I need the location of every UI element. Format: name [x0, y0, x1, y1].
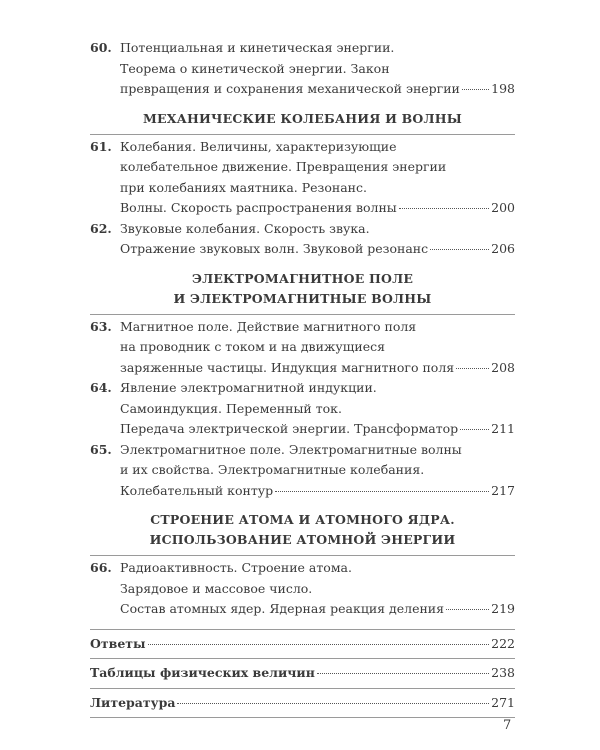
- dot-leader: [456, 368, 489, 369]
- entry-line: Магнитное поле. Действие магнитного поля: [120, 318, 417, 334]
- entry-last-line: [90, 481, 515, 502]
- dot-leader: [430, 249, 489, 250]
- entry-line: при колебаниях маятника. Резонанс.: [120, 179, 367, 195]
- divider: [90, 134, 515, 135]
- entry-last-line: [90, 198, 515, 219]
- entry-number: 60.: [90, 40, 112, 55]
- toc-entry-61[interactable]: [90, 137, 515, 219]
- toc-entry-62[interactable]: [90, 219, 515, 260]
- entry-line: колебательное движение. Превращения энергии: [120, 159, 447, 174]
- entry-number: 64.: [90, 380, 112, 395]
- page-ref: 198: [491, 81, 515, 96]
- entry-line: Волны. Скорость распространения волны: [120, 200, 397, 215]
- entry-line: Передача электрической энергии. Трансформатор: [120, 421, 459, 436]
- toc-entry-60[interactable]: [90, 38, 515, 100]
- dot-leader: [148, 644, 490, 645]
- entry-last-line: [90, 358, 515, 379]
- section-heading: [90, 269, 515, 309]
- divider: [90, 314, 515, 315]
- entry-last-line: [90, 693, 515, 714]
- section-title-line: И ЭЛЕКТРОМАГНИТНЫЕ ВОЛНЫ: [173, 290, 432, 306]
- section-title: МЕХАНИЧЕСКИЕ КОЛЕБАНИЯ И ВОЛНЫ: [142, 110, 462, 126]
- toc-entry-tables[interactable]: [90, 659, 515, 688]
- entry-line: заряженные частицы. Индукция магнитного поля: [120, 359, 455, 375]
- toc-entry-65[interactable]: [90, 440, 515, 502]
- page-ref: 208: [491, 359, 515, 375]
- page-ref: 217: [491, 482, 515, 498]
- entry-line: превращения и сохранения механической энергии: [120, 81, 460, 96]
- dot-leader: [446, 609, 489, 610]
- entry-line: Отражение звуковых волн. Звуковой резонанс: [120, 241, 429, 256]
- entry-number: 61.: [90, 138, 112, 154]
- section-title-line: ЭЛЕКТРОМАГНИТНОЕ ПОЛЕ: [191, 270, 414, 286]
- section-heading: [90, 109, 515, 129]
- entry-line: Радиоактивность. Строение атома.: [120, 560, 352, 575]
- divider: [90, 717, 515, 718]
- entry-line: Электромагнитное поле. Электромагнитные волны: [120, 441, 462, 457]
- entry-last-line: [90, 79, 515, 100]
- entry-line: Колебательный контур: [120, 482, 274, 498]
- toc-entry-answers[interactable]: [90, 630, 515, 659]
- page-number: 7: [503, 718, 512, 733]
- toc-entry-literature[interactable]: [90, 689, 515, 718]
- entry-last-line: [90, 239, 515, 260]
- entry-title: Таблицы физических величин: [90, 665, 315, 680]
- page-ref: 271: [491, 694, 515, 710]
- entry-line: и их свойства. Электромагнитные колебания.: [120, 462, 425, 477]
- entry-line: Потенциальная и кинетическая энергии.: [120, 40, 395, 55]
- entry-title: Ответы: [90, 635, 146, 651]
- section-title-line: СТРОЕНИЕ АТОМА И АТОМНОГО ЯДРА.: [150, 512, 455, 527]
- entry-last-line: [90, 419, 515, 440]
- page-ref: 219: [491, 601, 515, 616]
- page-ref: 211: [491, 421, 515, 436]
- entry-line: Колебания. Величины, характеризующие: [120, 138, 397, 154]
- toc-entry-66[interactable]: [90, 558, 515, 620]
- dot-leader: [460, 429, 489, 430]
- entry-line: Состав атомных ядер. Ядерная реакция деления: [120, 601, 445, 616]
- entry-last-line: [90, 599, 515, 620]
- entry-last-line: [90, 663, 515, 684]
- entry-line: Явление электромагнитной индукции.: [120, 380, 377, 395]
- entry-title: Литература: [90, 694, 176, 710]
- entry-line: на проводник с током и на движущиеся: [120, 339, 385, 354]
- entry-number: 63.: [90, 318, 112, 334]
- toc-entry-63[interactable]: [90, 317, 515, 379]
- dot-leader: [462, 89, 489, 90]
- divider: [90, 555, 515, 556]
- entry-line: Самоиндукция. Переменный ток.: [120, 400, 342, 416]
- dot-leader: [275, 491, 489, 492]
- table-of-contents: [90, 38, 515, 718]
- dot-leader: [317, 673, 489, 674]
- entry-last-line: [90, 634, 515, 655]
- page-ref: 206: [491, 241, 515, 256]
- page-ref: 238: [491, 665, 515, 680]
- section-heading: [90, 510, 515, 550]
- entry-line: Звуковые колебания. Скорость звука.: [120, 220, 370, 236]
- entry-line: Зарядовое и массовое число.: [120, 580, 313, 596]
- entry-line: Теорема о кинетической энергии. Закон: [120, 60, 390, 76]
- dot-leader: [177, 703, 489, 704]
- dot-leader: [399, 208, 489, 209]
- toc-entry-64[interactable]: [90, 378, 515, 440]
- entry-number: 66.: [90, 560, 112, 575]
- section-title-line: ИСПОЛЬЗОВАНИЕ АТОМНОЙ ЭНЕРГИИ: [149, 532, 456, 547]
- entry-number: 65.: [90, 441, 112, 457]
- page-ref: 200: [491, 200, 515, 215]
- entry-number: 62.: [90, 220, 112, 236]
- page-ref: 222: [491, 635, 515, 651]
